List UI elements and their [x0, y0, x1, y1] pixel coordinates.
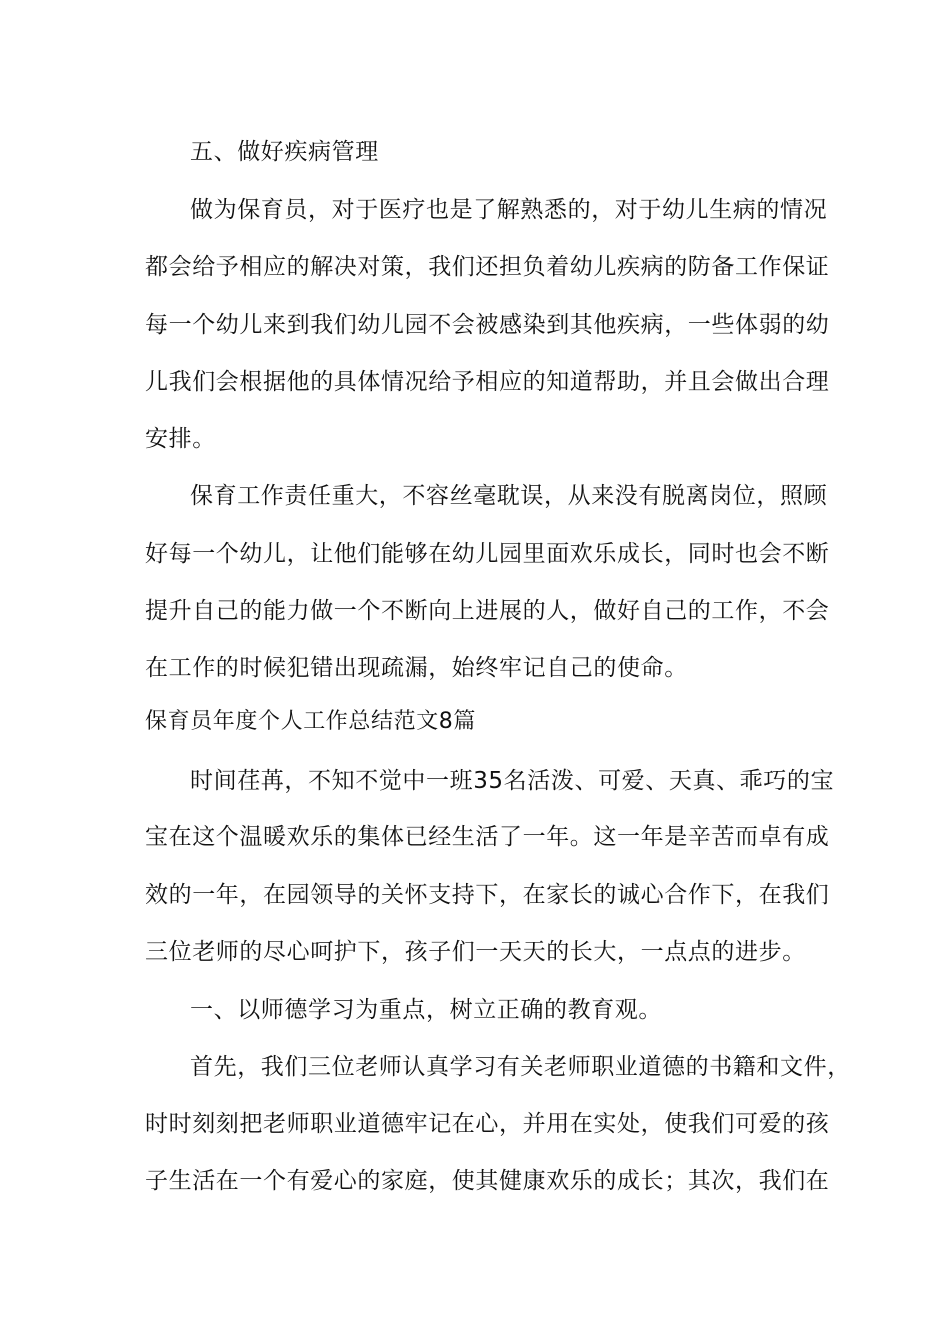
paragraph-line: 子生活在一个有爱心的家庭，使其健康欢乐的成长；其次，我们在 [145, 1168, 830, 1194]
paragraph-line: 宝在这个温暖欢乐的集体已经生活了一年。这一年是辛苦而卓有成 [145, 824, 830, 850]
document-title: 保育员年度个人工作总结范文8篇 [145, 709, 476, 734]
paragraph-line: 都会给予相应的解决对策，我们还担负着幼儿疾病的防备工作保证 [145, 254, 830, 280]
paragraph-line: 三位老师的尽心呵护下，孩子们一天天的长大，一点点的进步。 [145, 939, 806, 965]
paragraph-line: 在工作的时候犯错出现疏漏，始终牢记自己的使命。 [145, 655, 688, 681]
paragraph-line: 保育工作责任重大，不容丝毫耽误，从来没有脱离岗位，照顾 [190, 483, 828, 509]
paragraph-line: 做为保育员，对于医疗也是了解熟悉的，对于幼儿生病的情况 [190, 197, 828, 223]
paragraph-line: 儿我们会根据他的具体情况给予相应的知道帮助，并且会做出合理 [145, 369, 830, 395]
paragraph-line: 首先，我们三位老师认真学习有关老师职业道德的书籍和文件， [190, 1054, 851, 1080]
paragraph-line: 时时刻刻把老师职业道德牢记在心，并用在实处，使我们可爱的孩 [145, 1111, 830, 1137]
section-heading-1: 一、以师德学习为重点，树立正确的教育观。 [190, 997, 662, 1023]
paragraph-line: 效的一年，在园领导的关怀支持下，在家长的诚心合作下，在我们 [145, 882, 830, 908]
paragraph-line: 时间荏苒，不知不觉中一班35名活泼、可爱、天真、乖巧的宝 [190, 768, 835, 794]
paragraph-line: 每一个幼儿来到我们幼儿园不会被感染到其他疾病，一些体弱的幼 [145, 312, 830, 338]
section-heading-5: 五、做好疾病管理 [190, 139, 379, 165]
paragraph-line: 安排。 [145, 426, 216, 452]
paragraph-line: 提升自己的能力做一个不断向上进展的人，做好自己的工作，不会 [145, 598, 830, 624]
paragraph-line: 好每一个幼儿，让他们能够在幼儿园里面欢乐成长，同时也会不断 [145, 541, 830, 567]
